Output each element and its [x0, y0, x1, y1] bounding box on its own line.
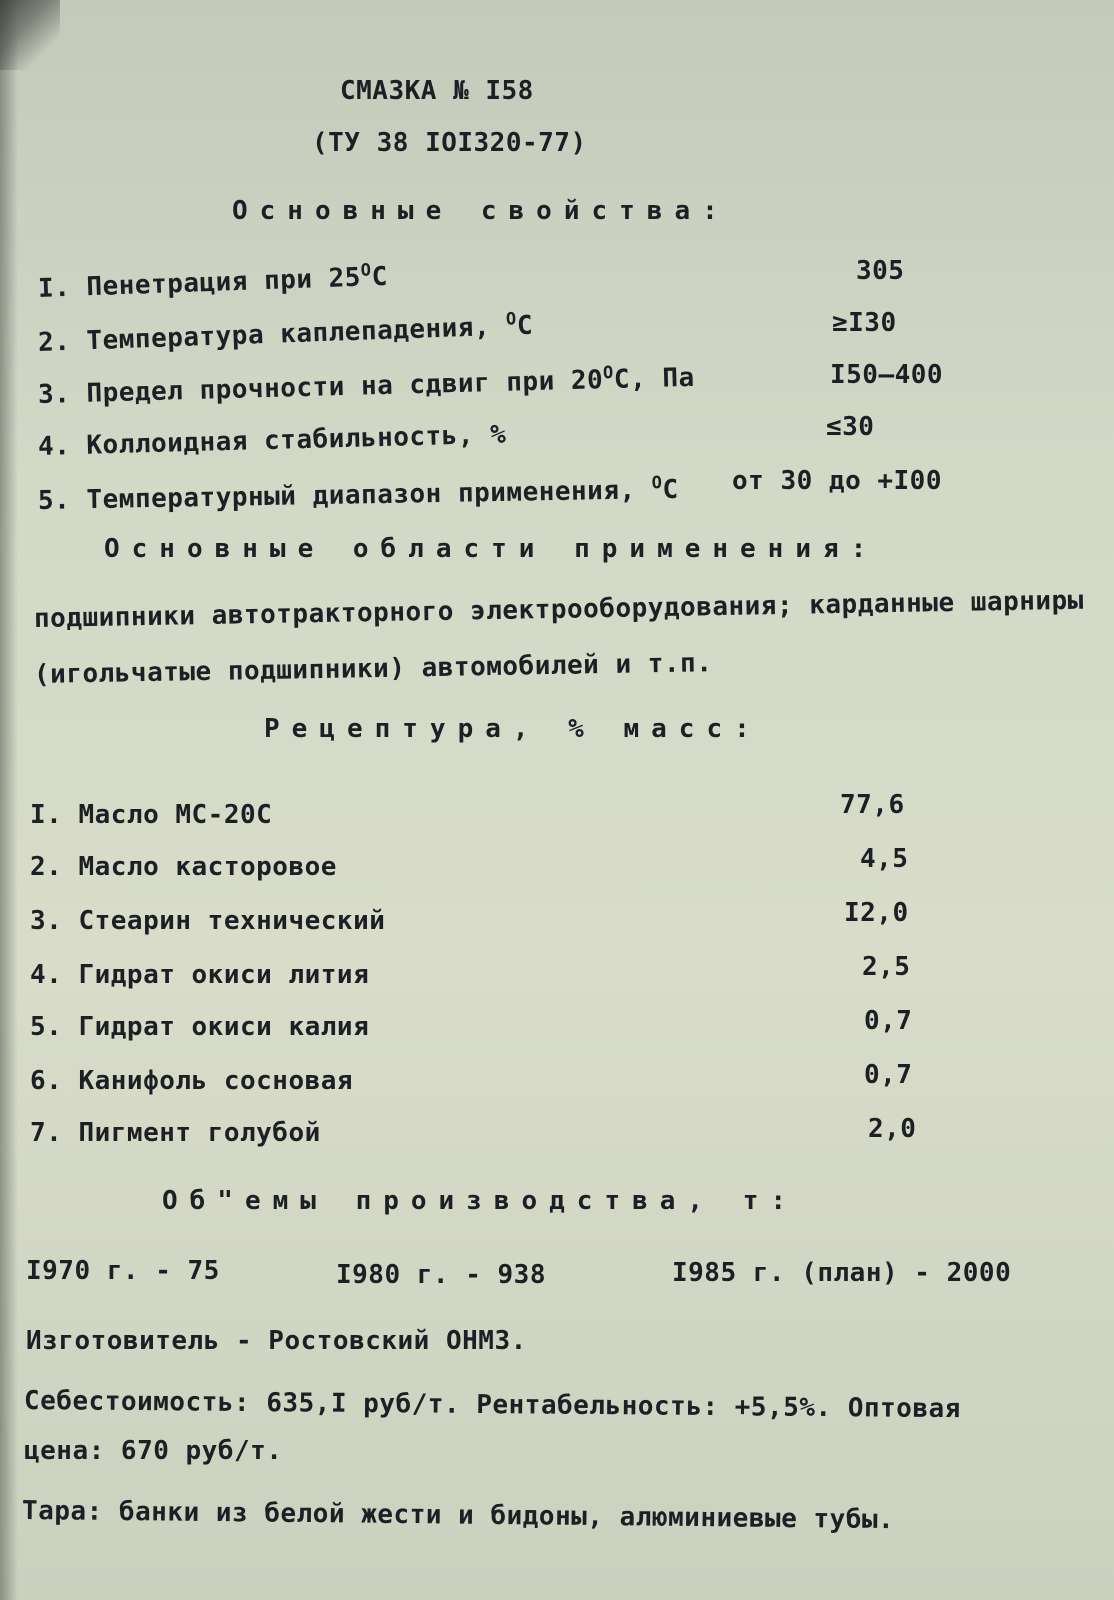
- manufacturer-line: Изготовитель - Ростовский ОНМЗ.: [26, 1326, 527, 1356]
- property-label: Температурный диапазон применения,: [86, 475, 653, 516]
- recipe-value: 0,7: [864, 1060, 913, 1090]
- property-num: I.: [37, 272, 71, 304]
- production-1985: I985 г. (план) - 2000: [672, 1258, 1012, 1288]
- property-value: I50–400: [830, 360, 944, 390]
- property-num: 2.: [37, 326, 71, 358]
- property-row: [38, 473, 679, 516]
- recipe-item: I. Масло МС-20С: [30, 800, 273, 830]
- production-1980: I980 г. - 938: [336, 1260, 546, 1290]
- recipe-item: 5. Гидрат окиси калия: [30, 1012, 370, 1042]
- recipe-item: 7. Пигмент голубой: [30, 1118, 321, 1148]
- property-row: [38, 420, 507, 462]
- property-sup: О: [360, 260, 372, 281]
- property-sup: О: [602, 362, 615, 384]
- property-value: от 30 до +I00: [732, 466, 942, 496]
- property-num: 3.: [37, 379, 71, 410]
- recipe-item: 3. Стеарин технический: [30, 906, 386, 936]
- property-value: ≥I30: [832, 308, 897, 338]
- property-num: 4.: [37, 431, 71, 462]
- applications-line-2: (игольчатые подшипники) автомобилей и т.п.: [33, 648, 713, 690]
- recipe-value: 0,7: [864, 1006, 913, 1036]
- property-row: [38, 361, 696, 410]
- recipe-value: 2,0: [868, 1114, 917, 1144]
- recipe-heading: Рецептура, % масс:: [264, 714, 762, 744]
- property-row: [37, 309, 533, 358]
- production-heading: Об"емы производства, т:: [162, 1186, 799, 1216]
- tare-line: Тара: банки из белой жести и бидоны, алюминиевые тубы.: [21, 1496, 895, 1536]
- recipe-item: 4. Гидрат окиси лития: [30, 960, 370, 990]
- property-value: ≤30: [826, 412, 875, 442]
- property-unit: С: [516, 310, 534, 342]
- property-unit: С: [371, 261, 389, 293]
- recipe-item: 6. Канифоль сосновая: [30, 1066, 354, 1096]
- production-1970: I970 г. - 75: [26, 1256, 220, 1286]
- applications-line-1: подшипники автотракторного электрооборудования; карданные шарниры: [33, 585, 1085, 634]
- recipe-value: 2,5: [862, 952, 911, 982]
- property-label: Предел прочности на сдвиг при 20: [86, 365, 604, 409]
- properties-heading: Основные свойства:: [232, 196, 730, 226]
- property-sup: О: [505, 309, 518, 330]
- doc-spec: (ТУ 38 IOI320-77): [312, 128, 587, 158]
- recipe-value: 77,6: [840, 790, 905, 820]
- property-num: 5.: [37, 485, 71, 516]
- property-label: Коллоидная стабильность, %: [86, 419, 507, 461]
- applications-heading: Основные области применения:: [104, 534, 879, 564]
- recipe-item: 2. Масло касторовое: [30, 852, 337, 882]
- property-label: Температура каплепадения,: [85, 311, 507, 357]
- cost-line-2: цена: 670 руб/т.: [24, 1436, 283, 1466]
- recipe-value: I2,0: [844, 898, 909, 928]
- property-label: Пенетрация при 25: [85, 262, 362, 303]
- recipe-value: 4,5: [860, 844, 909, 874]
- doc-title: СМАЗКА № I58: [340, 76, 534, 106]
- property-unit: С, Па: [613, 362, 696, 395]
- property-sup: О: [651, 473, 663, 494]
- property-unit: С: [662, 474, 679, 506]
- property-value: 305: [856, 256, 905, 286]
- cost-line-1: Себестоимость: 635,I руб/т. Рентабельность: +5,5%. Оптовая: [23, 1386, 962, 1425]
- property-row: [37, 260, 388, 304]
